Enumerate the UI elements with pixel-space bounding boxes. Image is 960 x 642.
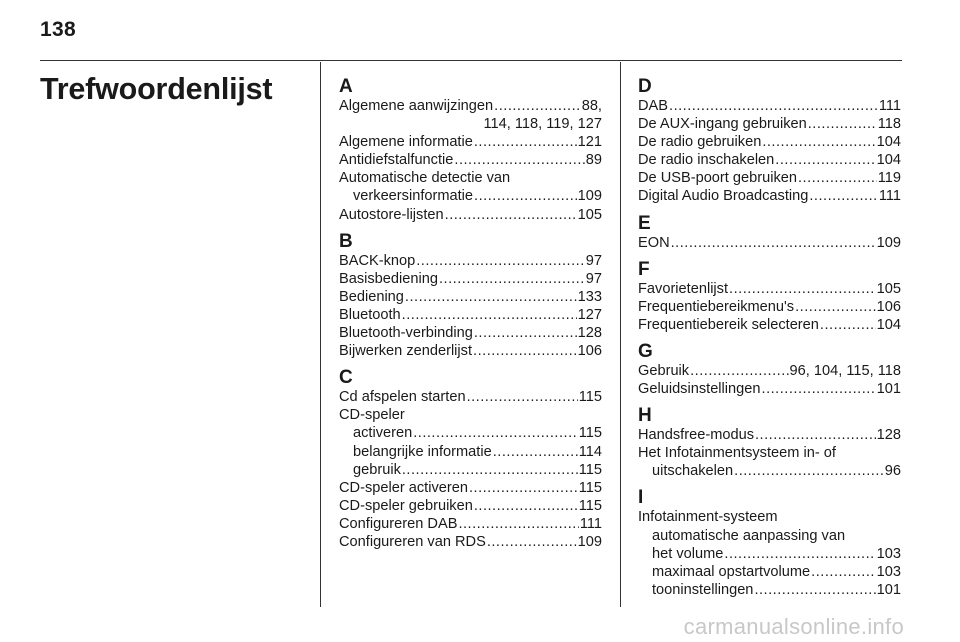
entry-page-ref: 127 (577, 306, 602, 323)
index-entry (638, 151, 901, 169)
entry-term: Bluetooth-verbinding (339, 325, 473, 342)
index-entry (638, 362, 901, 380)
index-entry (638, 280, 901, 298)
entry-page-ref-continuation: 114, 118, 119, 127 (483, 116, 602, 133)
index-entry (339, 342, 602, 360)
letter-group (638, 342, 901, 398)
index-entry (638, 133, 901, 151)
letter-group (638, 488, 901, 598)
entry-page-ref: 119 (877, 170, 901, 187)
index-entry (638, 426, 901, 444)
entry-term: Autostore-lijsten (339, 206, 444, 223)
entry-page-ref: 111 (579, 515, 602, 532)
dot-leader (473, 342, 577, 360)
entry-term: Favorietenlijst (638, 280, 729, 297)
entry-term: Antidiefstalfunctie (339, 152, 454, 169)
dot-leader (669, 97, 878, 115)
entry-term: uitschakelen (652, 463, 734, 480)
entry-page-ref: 128 (876, 427, 901, 444)
entry-page-ref: 115 (578, 497, 602, 514)
entry-term: CD-speler activeren (339, 479, 468, 496)
entry-term: het volume (652, 545, 724, 562)
index-subentry (638, 581, 901, 599)
section-letter: H (638, 405, 652, 427)
index-entry (638, 169, 901, 187)
dot-leader (775, 151, 875, 169)
index-heading: Infotainment-systeem (638, 509, 778, 526)
entry-page-ref: 111 (878, 98, 901, 114)
dot-leader (474, 133, 577, 151)
letter-group (339, 77, 602, 224)
index-entry (339, 388, 602, 406)
dot-leader (690, 362, 788, 380)
entry-page-ref: 101 (876, 581, 901, 598)
dot-leader (474, 497, 578, 515)
index-subentry (638, 563, 901, 581)
index-entry (339, 497, 602, 515)
entry-term: maximaal opstartvolume (652, 563, 811, 580)
dot-leader (808, 115, 877, 133)
entry-page-ref: 133 (577, 288, 602, 305)
entry-term: Algemene aanwijzingen (339, 98, 494, 114)
letter-group (638, 77, 901, 206)
index-column-1 (339, 77, 602, 559)
section-letter: D (638, 76, 652, 97)
dot-leader (405, 288, 577, 306)
entry-term: Bediening (339, 288, 404, 305)
index-subentry (339, 443, 602, 461)
dot-leader (474, 187, 577, 205)
dot-leader (762, 380, 876, 398)
entry-term: tooninstellingen (652, 581, 754, 598)
entry-page-ref: 103 (876, 545, 901, 562)
entry-page-ref: 121 (577, 134, 602, 151)
index-entry (339, 133, 602, 151)
dot-leader (439, 270, 585, 288)
section-letter: A (339, 76, 353, 97)
section-letter: B (339, 230, 353, 252)
index-entry (638, 234, 901, 252)
dot-leader (795, 298, 876, 316)
entry-page-ref: 118 (877, 116, 901, 133)
entry-page-ref: 96 (884, 463, 901, 480)
index-entry (339, 151, 602, 169)
index-entry (638, 298, 901, 316)
dot-leader (402, 306, 577, 324)
entry-term: Cd afspelen starten (339, 389, 466, 406)
entry-page-ref: 97 (585, 252, 602, 269)
entry-term: DAB (638, 98, 669, 114)
dot-leader (811, 563, 875, 581)
section-letter: G (638, 340, 653, 362)
dot-leader (454, 151, 584, 169)
column-divider-left (320, 62, 321, 607)
dot-leader (724, 545, 875, 563)
index-entry (638, 187, 901, 205)
index-entry (339, 270, 602, 288)
index-subentry (638, 462, 901, 480)
entry-page-ref: 109 (577, 533, 602, 550)
index-column-2 (638, 77, 901, 607)
index-entry (339, 252, 602, 270)
entry-page-ref: 115 (578, 461, 602, 478)
dot-leader (487, 533, 577, 551)
index-title: Trefwoordenlijst (40, 72, 273, 106)
index-subentry (339, 461, 602, 479)
index-entry (339, 306, 602, 324)
entry-page-ref: 114 (578, 443, 602, 460)
index-heading: Automatische detectie van (339, 170, 511, 187)
dot-leader (458, 515, 578, 533)
entry-term: Configureren DAB (339, 515, 458, 532)
dot-leader (469, 479, 578, 497)
dot-leader (820, 316, 876, 334)
entry-term: De USB-poort gebruiken (638, 170, 797, 187)
index-entry (638, 380, 901, 398)
index-entry (339, 324, 602, 342)
entry-page-ref: 96, 104, 115, 118 (789, 362, 901, 379)
index-entry (638, 316, 901, 334)
entry-term: Bijwerken zenderlijst (339, 343, 473, 360)
dot-leader (762, 133, 875, 151)
entry-page-ref: 109 (876, 234, 901, 251)
dot-leader (671, 234, 876, 252)
entry-page-ref: 104 (876, 152, 901, 169)
index-entry (339, 206, 602, 224)
entry-page-ref: 97 (585, 270, 602, 287)
entry-term: belangrijke informatie (353, 443, 492, 460)
entry-page-ref: 115 (578, 425, 602, 442)
column-divider-right (620, 62, 621, 607)
entry-page-ref: 105 (876, 280, 901, 297)
index-subheading: automatische aanpassing van (652, 527, 846, 544)
dot-leader (809, 187, 877, 205)
entry-term: activeren (353, 425, 413, 442)
letter-group (638, 214, 901, 252)
entry-page-ref: 89 (585, 152, 602, 169)
page-number: 138 (40, 18, 76, 41)
entry-page-ref: 106 (876, 298, 901, 315)
dot-leader (416, 252, 585, 270)
entry-page-ref: 106 (577, 343, 602, 360)
entry-page-ref: 105 (577, 206, 602, 223)
entry-term: Handsfree-modus (638, 427, 754, 444)
letter-group (339, 232, 602, 361)
entry-term: CD-speler gebruiken (339, 497, 473, 514)
entry-term: De radio gebruiken (638, 134, 762, 151)
entry-term: verkeersinformatie (353, 188, 474, 205)
dot-leader (494, 97, 581, 115)
section-letter: C (339, 367, 353, 389)
dot-leader (729, 280, 876, 298)
index-heading: CD-speler (339, 407, 405, 424)
entry-page-ref: 109 (577, 188, 602, 205)
entry-term: Frequentiebereik selecteren (638, 316, 819, 333)
index-subentry (638, 545, 901, 563)
entry-page-ref: 104 (876, 316, 901, 333)
index-subentry (339, 424, 602, 442)
entry-page-ref: 104 (876, 134, 901, 151)
dot-leader (445, 206, 577, 224)
dot-leader (474, 324, 577, 342)
entry-page-ref: 115 (578, 479, 602, 496)
dot-leader (754, 581, 875, 599)
section-letter: F (638, 258, 650, 280)
entry-term: EON (638, 234, 670, 251)
index-entry (339, 533, 602, 551)
entry-page-ref: 103 (876, 563, 901, 580)
entry-page-ref: 101 (876, 381, 901, 398)
entry-page-ref: 111 (878, 188, 901, 205)
letter-group (638, 260, 901, 334)
index-subentry (339, 187, 602, 205)
dot-leader (413, 424, 578, 442)
entry-term: Bluetooth (339, 306, 401, 323)
entry-term: Geluidsinstellingen (638, 381, 761, 398)
watermark: carmanualsonline.info (683, 614, 904, 639)
index-heading: Het Infotainmentsysteem in- of (638, 445, 836, 462)
entry-term: gebruik (353, 461, 401, 478)
entry-term: Basisbediening (339, 270, 438, 287)
entry-page-ref: 88, (581, 98, 602, 114)
index-entry (339, 97, 602, 115)
entry-term: De AUX-ingang gebruiken (638, 116, 807, 133)
dot-leader (467, 388, 578, 406)
index-entry (339, 288, 602, 306)
entry-term: Configureren van RDS (339, 533, 486, 550)
section-letter: I (638, 487, 644, 509)
entry-term: Gebruik (638, 362, 690, 379)
entry-term: Frequentiebereikmenu's (638, 298, 795, 315)
index-entry (339, 479, 602, 497)
dot-leader (734, 462, 884, 480)
letter-group (339, 368, 602, 551)
entry-term: Algemene informatie (339, 134, 473, 151)
dot-leader (493, 443, 578, 461)
entry-term: BACK-knop (339, 252, 416, 269)
entry-page-ref: 128 (577, 325, 602, 342)
dot-leader (402, 461, 578, 479)
entry-page-ref: 115 (578, 389, 602, 406)
section-letter: E (638, 212, 651, 234)
entry-term: Digital Audio Broadcasting (638, 188, 809, 205)
index-entry (638, 97, 901, 115)
dot-leader (798, 169, 877, 187)
header-rule (40, 60, 902, 61)
dot-leader (755, 426, 876, 444)
index-entry (339, 515, 602, 533)
index-entry (638, 115, 901, 133)
entry-term: De radio inschakelen (638, 152, 775, 169)
letter-group (638, 406, 901, 480)
